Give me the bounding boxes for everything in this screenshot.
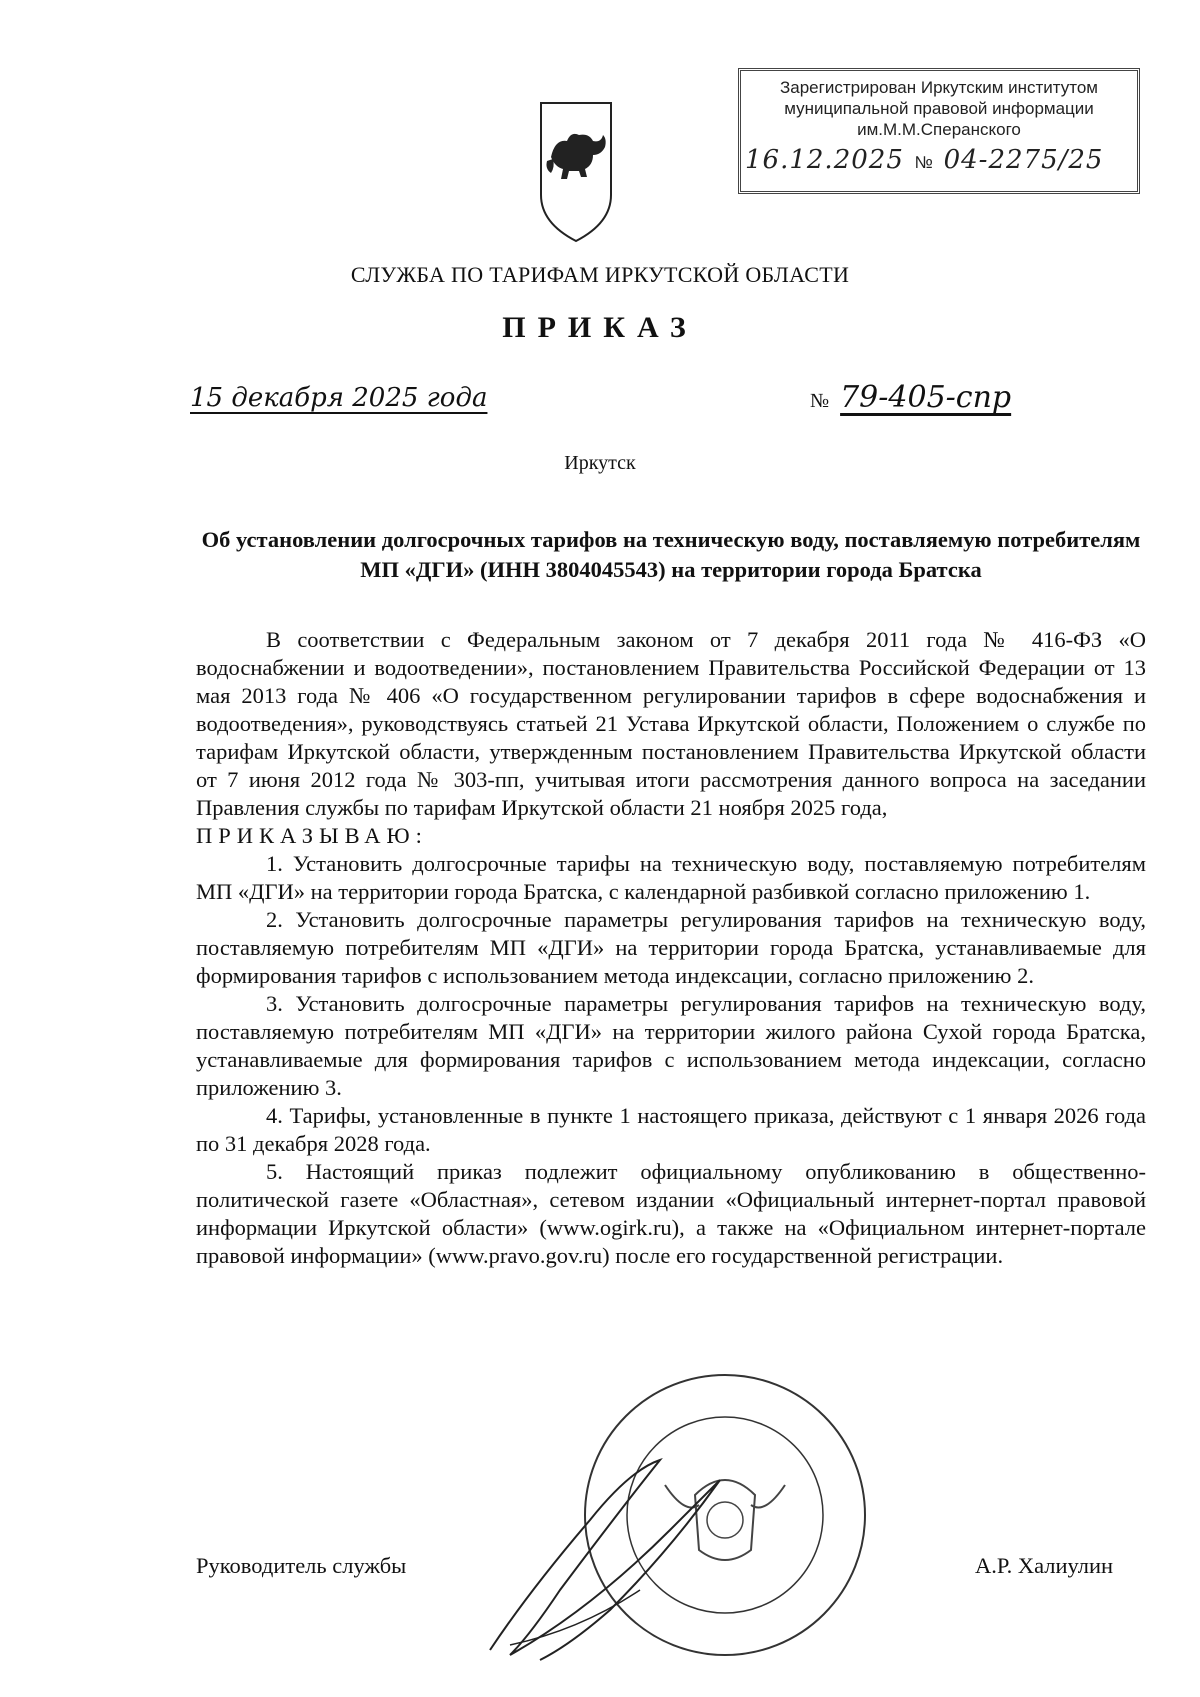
order-title: Об установлении долгосрочных тарифов на техническую воду, поставляемую потребителям МП «ДГИ» (ИНН 3804045543) на территории города Братска (201, 527, 1141, 582)
registration-stamp-date-row (741, 145, 1137, 175)
order-item: 2. Установить долгосрочные параметры регулирования тарифов на техническую воду, поставляемую потребителям МП «ДГИ» на территории города Братска, устанавливаемые для формирования тарифов с использованием метода индексации, согласно приложению 2. (196, 907, 1146, 988)
registration-number-label: № (914, 153, 933, 172)
coat-of-arms-icon (535, 95, 617, 245)
city: Иркутск (564, 452, 636, 474)
order-number: 79-405-спр (840, 380, 1012, 415)
registration-date: 16.12.2025 (745, 145, 904, 175)
order-number-row (810, 380, 1011, 415)
registration-stamp (738, 68, 1140, 194)
order-item: 1. Установить долгосрочные тарифы на техническую воду, поставляемую потребителям МП «ДГИ» на территории города Братска, с календарной разбивкой согласно приложению 1. (196, 851, 1146, 904)
preamble: В соответствии с Федеральным законом от 7 декабря 2011 года № 416-ФЗ «О водоснабжении и водоотведении», постановлением Правительства Российской Федерации от 13 мая 2013 года № 406 «О государственном регулировании тарифов в сфере водоснабжения и водоотведения», руководствуясь статьей 21 Устава Иркутской области, Положением о службе по тарифам Иркутской области, утвержденным постановлением Правительства Иркутской области от 7 июня 2012 года № 303-пп, учитывая итоги рассмотрения данного вопроса на заседании Правления службы по тарифам Иркутской области 21 ноября 2025 года, (196, 627, 1146, 820)
registration-number: 04-2275/25 (943, 145, 1104, 175)
order-body (196, 626, 1146, 1270)
registration-stamp-line3: им.М.М.Сперанского (857, 120, 1021, 139)
order-item: 5. Настоящий приказ подлежит официальному опубликованию в общественно-политической газете «Областная», сетевом издании «Официальный интернет-портал правовой информации Иркутской области» (www.ogirk.ru), а также на «Официальном интернет-портале правовой информации» (www.pravo.gov.ru) после его государственной регистрации. (196, 1159, 1146, 1268)
order-date: 15 декабря 2025 года (190, 383, 488, 413)
signatory-position: Руководитель службы (196, 1553, 407, 1578)
organization-name: СЛУЖБА ПО ТАРИФАМ ИРКУТСКОЙ ОБЛАСТИ (350, 262, 850, 287)
order-item: 4. Тарифы, установленные в пункте 1 настоящего приказа, действуют с 1 января 2026 года по 31 декабря 2028 года. (196, 1103, 1146, 1156)
registration-stamp-line1: Зарегистрирован Иркутским институтом (779, 78, 1098, 97)
order-item: 3. Установить долгосрочные параметры регулирования тарифов на техническую воду, поставляемую потребителям МП «ДГИ» на территории жилого района Сухой города Братска, устанавливаемые для формирования тарифов с использованием метода индексации, согласно приложению 3. (196, 991, 1146, 1100)
signature-icon (470, 1440, 750, 1670)
order-word: ПРИКАЗЫВАЮ: (196, 823, 428, 848)
registration-stamp-line2: муниципальной правовой информации (784, 99, 1094, 118)
signatory-name: А.Р. Халиулин (975, 1553, 1114, 1578)
document-type: ПРИКАЗ (502, 311, 698, 344)
order-number-label: № (810, 390, 830, 412)
